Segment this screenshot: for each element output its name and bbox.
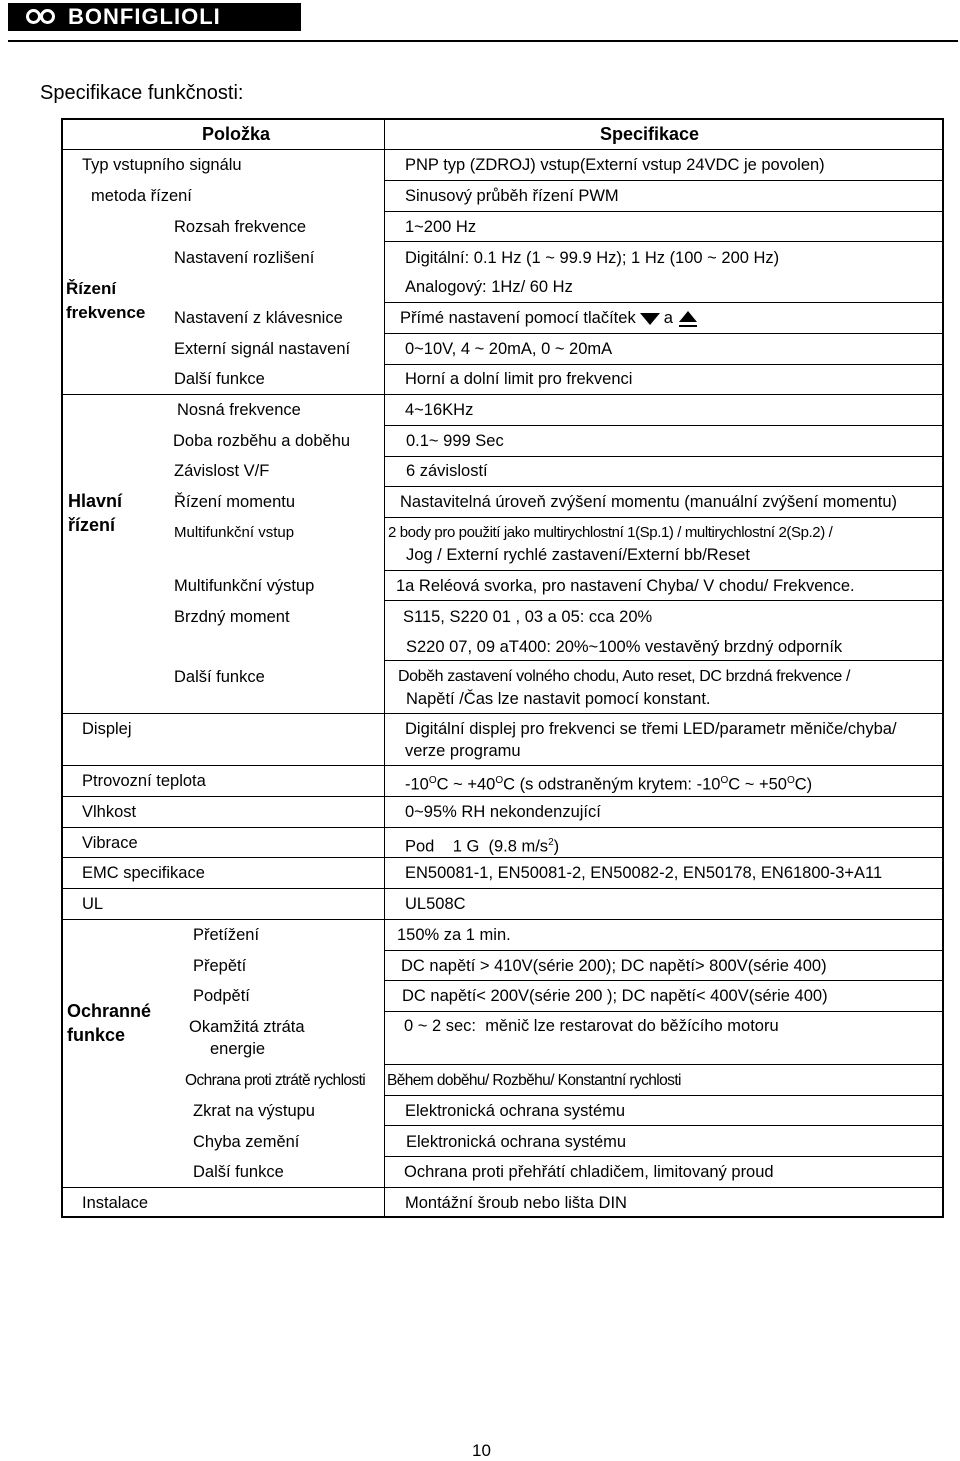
row-divider: [61, 919, 944, 920]
vibration-sup: 2: [548, 837, 554, 848]
row-divider: [384, 241, 944, 242]
column-divider: [384, 118, 385, 1218]
emc-label: EMC specifikace: [82, 864, 205, 882]
logo-mark-icon: [24, 6, 64, 28]
row-divider: [384, 180, 944, 181]
temp-max: C ~ +40: [436, 775, 496, 794]
stall-value: Během doběhu/ Rozběhu/ Konstantní rychlosti: [387, 1072, 681, 1089]
overload-value: 150% za 1 min.: [397, 926, 511, 944]
row-divider: [384, 211, 944, 212]
row-divider: [384, 950, 944, 951]
degree-sup: O: [495, 775, 504, 786]
powerloss-desc: měnič lze restarovat do běžícího motoru: [485, 1017, 779, 1035]
keyboard-value-and: a: [663, 309, 673, 327]
mf-input-value-2: Jog / Externí rychlé zastavení/Externí bb/Reset: [406, 546, 750, 564]
display-label: Displej: [82, 720, 132, 738]
input-signal-value: PNP typ (ZDROJ) vstup(Externí vstup 24VDC je povolen): [405, 156, 825, 174]
control-method-value: Sinusový průběh řízení PWM: [405, 187, 619, 205]
keyboard-label: Nastavení z klávesnice: [174, 309, 343, 327]
vibration-close: ): [553, 837, 560, 856]
row-divider: [384, 1095, 944, 1096]
row-divider: [384, 1011, 944, 1012]
row-divider: [61, 827, 944, 828]
groundfault-label: Chyba zemění: [193, 1133, 300, 1151]
groundfault-value: Elektronická ochrana systému: [406, 1133, 627, 1151]
display-value-2: verze programu: [405, 742, 521, 760]
row-divider: [61, 713, 944, 714]
carrier-value: 4~16KHz: [405, 401, 474, 419]
degree-sup: O: [428, 775, 437, 786]
undervolt-label: Podpětí: [193, 987, 250, 1005]
temp-min: -10: [405, 775, 429, 794]
install-label: Instalace: [82, 1194, 149, 1212]
display-value: Digitální displej pro frekvenci se třemi LED/parametr měniče/chyba/: [405, 720, 897, 738]
shortcircuit-value: Elektronická ochrana systému: [405, 1102, 626, 1120]
degree-sup: O: [786, 775, 795, 786]
column-header-item: Položka: [202, 124, 271, 144]
row-divider: [384, 517, 944, 518]
undervolt-value: DC napětí< 200V(série 200 ); DC napětí< 400V(série 400): [402, 987, 828, 1005]
overload-label: Přetížení: [193, 926, 260, 944]
vibration-label: Vibrace: [82, 834, 138, 852]
brake-value: S115, S220 01 , 03 a 05: cca 20%: [403, 608, 653, 626]
temp-open-min: C (s odstraněným krytem: -10: [503, 775, 721, 794]
row-divider: [384, 1156, 944, 1157]
row-divider: [384, 456, 944, 457]
freq-other-value: Horní a dolní limit pro frekvenci: [405, 370, 633, 388]
emc-value: EN50081-1, EN50081-2, EN50082-2, EN50178, EN61800-3+A11: [405, 864, 883, 882]
powerloss-label: Okamžitá ztráta: [189, 1018, 305, 1036]
brake-label: Brzdný moment: [174, 608, 290, 626]
row-divider: [61, 149, 944, 150]
row-divider: [384, 980, 944, 981]
humidity-label: Vlhkost: [82, 803, 137, 821]
keyboard-value: [400, 308, 697, 328]
row-divider: [384, 1064, 944, 1065]
brake-value-2: S220 07, 09 aT400: 20%~100% vestavěný brzdný odporník: [406, 638, 843, 656]
mf-input-value: 2 body pro použití jako multirychlostní 1(Sp.1) / multirychlostní 2(Sp.2) /: [388, 524, 833, 541]
mf-output-value: 1a Reléová svorka, pro nastavení Chyba/ V chodu/ Frekvence.: [396, 577, 855, 595]
row-divider: [384, 333, 944, 334]
humidity-value: 0~95% RH nekondenzující: [405, 803, 601, 821]
row-divider: [384, 364, 944, 365]
ul-label: UL: [82, 895, 104, 913]
freq-group-label-2: frekvence: [66, 303, 146, 322]
degree-sup: O: [720, 775, 729, 786]
carrier-label: Nosná frekvence: [177, 401, 301, 419]
row-divider: [61, 888, 944, 889]
row-divider: [384, 600, 944, 601]
shortcircuit-label: Zkrat na výstupu: [193, 1102, 315, 1120]
row-divider: [61, 857, 944, 858]
row-divider: [384, 570, 944, 571]
prot-group-label-2: funkce: [67, 1025, 126, 1045]
stall-label: Ochrana proti ztrátě rychlosti: [185, 1072, 366, 1089]
ul-value: UL508C: [405, 895, 466, 913]
temp-value: [405, 771, 812, 795]
resolution-label: Nastavení rozlišení: [174, 249, 315, 267]
vf-value: 6 závislostí: [406, 462, 488, 480]
mf-output-label: Multifunkční výstup: [174, 577, 315, 595]
down-arrow-key-icon: [640, 313, 660, 325]
vibration-value: [405, 833, 559, 857]
torque-label: Řízení momentu: [174, 493, 296, 511]
vibration-text: Pod 1 G (9.8 m/s: [405, 837, 549, 856]
row-divider: [61, 394, 944, 395]
prot-other-value: Ochrana proti přehřátí chladičem, limitovaný proud: [404, 1163, 774, 1181]
up-arrow-key-icon: [679, 311, 697, 327]
install-value: Montážní šroub nebo lišta DIN: [405, 1194, 627, 1212]
accel-label: Doba rozběhu a doběhu: [173, 432, 351, 450]
accel-value: 0.1~ 999 Sec: [406, 432, 504, 450]
powerloss-label-2: energie: [210, 1040, 266, 1058]
resolution-value-analog: Analogový: 1Hz/ 60 Hz: [405, 278, 573, 296]
brand-logo: [8, 3, 301, 31]
temp-close: C): [794, 775, 813, 794]
temp-label: Ptrovozní teplota: [82, 772, 206, 790]
page-number: 10: [472, 1441, 491, 1460]
row-divider: [61, 796, 944, 797]
column-header-spec: Specifikace: [600, 124, 700, 144]
page-title: Specifikace funkčnosti:: [40, 82, 244, 104]
row-divider: [61, 1187, 944, 1188]
row-divider: [384, 1125, 944, 1126]
prot-other-label: Další funkce: [193, 1163, 284, 1181]
main-other-label: Další funkce: [174, 668, 265, 686]
row-divider: [384, 486, 944, 487]
row-divider: [384, 660, 944, 661]
input-signal-label: Typ vstupního signálu: [82, 156, 242, 174]
row-divider: [384, 302, 944, 303]
freq-range-value: 1~200 Hz: [405, 218, 477, 236]
row-divider: [384, 425, 944, 426]
main-group-label-2: řízení: [68, 515, 116, 535]
temp-open-max: C ~ +50: [728, 775, 787, 794]
header-rule: [8, 40, 958, 42]
row-divider: [61, 765, 944, 766]
mf-input-label: Multifunkční vstup: [174, 524, 295, 541]
freq-group-label: Řízení: [66, 279, 117, 298]
vf-label: Závislost V/F: [174, 462, 270, 480]
logo-text: BONFIGLIOLI: [68, 4, 221, 29]
main-group-label: Hlavní: [68, 491, 123, 511]
control-method-label: metoda řízení: [91, 187, 192, 205]
resolution-value: Digitální: 0.1 Hz (1 ~ 99.9 Hz); 1 Hz (100 ~ 200 Hz): [405, 249, 780, 267]
freq-range-label: Rozsah frekvence: [174, 218, 307, 236]
main-other-value-2: Napětí /Čas lze nastavit pomocí konstant.: [406, 690, 711, 708]
powerloss-value: [404, 1016, 779, 1036]
overvolt-value: DC napětí > 410V(série 200); DC napětí> 800V(série 400): [401, 957, 827, 975]
prot-group-label: Ochranné: [67, 1001, 152, 1021]
powerloss-time: 0 ~ 2 sec:: [404, 1017, 477, 1035]
ext-signal-value: 0~10V, 4 ~ 20mA, 0 ~ 20mA: [405, 340, 613, 358]
freq-other-label: Další funkce: [174, 370, 265, 388]
ext-signal-label: Externí signál nastavení: [174, 340, 351, 358]
main-other-value: Doběh zastavení volného chodu, Auto reset, DC brzdná frekvence /: [398, 668, 851, 685]
overvolt-label: Přepětí: [193, 957, 247, 975]
torque-value: Nastavitelná úroveň zvýšení momentu (manuální zvýšení momentu): [400, 493, 898, 511]
keyboard-value-text: Přímé nastavení pomocí tlačítek: [400, 309, 636, 327]
